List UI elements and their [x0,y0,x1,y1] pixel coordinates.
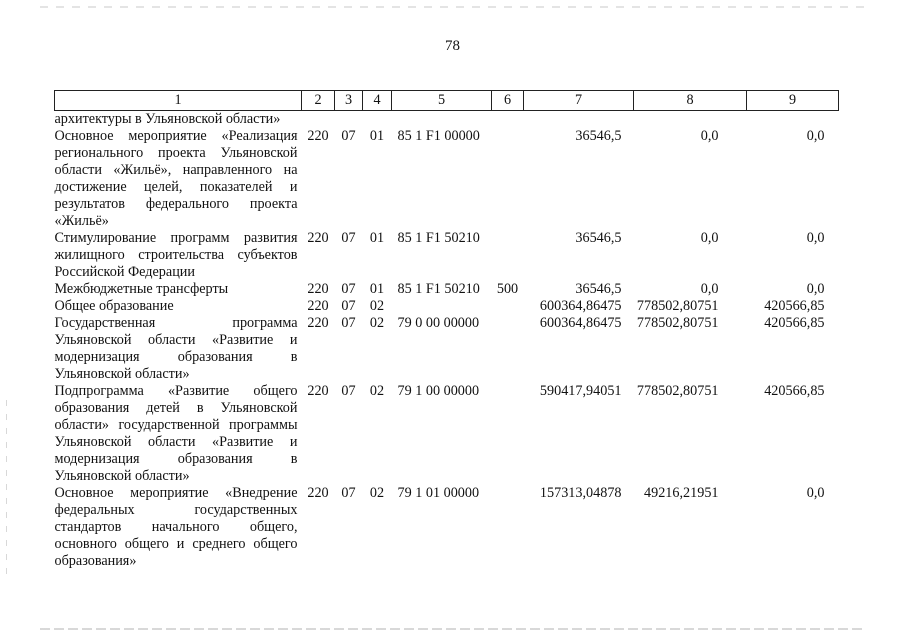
cell-c3: 07 [341,281,356,297]
column-header: 3 [335,91,363,111]
cell-c7: 36546,5 [575,281,622,297]
cell-c2: 220 [307,230,329,246]
cell-c8 [634,111,747,129]
cell-c7: 36546,5 [575,230,622,246]
column-number-row [55,91,839,111]
cell-c8: 0,0 [700,230,719,246]
cell-c9: 420566,85 [764,383,825,399]
cell-c7 [524,111,634,129]
cell-c2: 220 [307,298,329,314]
cell-c7: 600364,86475 [539,298,622,314]
cell-c4: 01 [369,281,385,297]
column-header: 2 [302,91,335,111]
cell-c9: 420566,85 [764,298,825,314]
cell-c3: 07 [341,230,356,246]
cell-c5: 79 1 01 00000 [397,485,480,501]
cell-c2: 220 [307,315,329,331]
cell-c5: 85 1 F1 50210 [397,281,480,297]
table-row [55,315,839,383]
cell-c2: 220 [307,128,329,144]
cell-c3: 07 [341,315,356,331]
row-name: Межбюджетные трансферты [54,281,229,297]
cell-c8: 49216,21951 [644,485,719,501]
budget-table [54,90,839,570]
table-row [55,128,839,230]
table-row [55,298,839,315]
column-header: 6 [492,91,524,111]
cell-c8: 0,0 [700,281,719,297]
cell-c3: 07 [341,485,356,501]
cell-c5 [392,111,492,129]
row-name: Общее образование [54,298,174,314]
cell-c2: 220 [307,281,329,297]
cell-c7: 590417,94051 [539,383,622,399]
table-row [55,383,839,485]
cell-c9: 420566,85 [764,315,825,331]
cell-c6 [492,315,524,383]
row-name: Подпрограмма «Развитие общего образования детей в Ульяновской области» государственной программы Ульяновской области «Развитие и модернизация образования в Ульяновской области» [54,383,298,484]
cell-c6 [492,128,524,230]
column-header: 7 [524,91,634,111]
cell-c4 [363,111,392,129]
cell-c8: 778502,80751 [636,383,719,399]
scan-edge-top [40,6,865,8]
cell-c9: 0,0 [806,281,825,297]
cell-c5: 79 0 00 00000 [397,315,480,331]
cell-c4: 02 [369,315,385,331]
cell-c3: 07 [341,383,356,399]
cell-c3: 07 [341,128,356,144]
column-header: 1 [55,91,302,111]
cell-c6 [492,485,524,570]
cell-c6 [492,383,524,485]
scan-edge-left [6,400,7,580]
row-name: архитектуры в Ульяновской области» [54,111,281,127]
row-name: Стимулирование программ развития жилищного строительства субъектов Российской Федерации [54,230,298,280]
scan-edge-bottom [40,628,865,630]
cell-c6 [492,298,524,315]
cell-c9: 0,0 [806,485,825,501]
cell-c8: 778502,80751 [636,298,719,314]
cell-c9: 0,0 [806,128,825,144]
cell-c5: 79 1 00 00000 [397,383,480,399]
cell-c4: 02 [369,383,385,399]
cell-c2: 220 [307,383,329,399]
column-header: 8 [634,91,747,111]
cell-c5: 85 1 F1 00000 [397,128,480,144]
column-header: 9 [747,91,839,111]
row-name: Основное мероприятие «Реализация регионального проекта Ульяновской области «Жильё», направленного на достижение целей, показателей и результатов федерального проекта «Жильё» [54,128,298,229]
cell-c3: 07 [341,298,356,314]
cell-c9 [747,111,839,129]
cell-c5: 85 1 F1 50210 [397,230,480,246]
cell-c2 [302,111,335,129]
cell-c8: 0,0 [700,128,719,144]
cell-c4: 02 [369,485,385,501]
cell-c4: 01 [369,230,385,246]
table-row [55,111,839,129]
cell-c7: 600364,86475 [539,315,622,331]
cell-c9: 0,0 [806,230,825,246]
row-name: Государственная программа Ульяновской области «Развитие и модернизация образования в Ульяновской области» [54,315,298,382]
cell-c5 [392,298,492,315]
cell-c6 [492,230,524,281]
table-row [55,281,839,298]
cell-c3 [335,111,363,129]
cell-c6 [492,111,524,129]
cell-c6: 500 [496,281,519,297]
row-name: Основное мероприятие «Внедрение федеральных государственных стандартов начального общего, основного общего и среднего общего образования» [54,485,298,569]
table-row [55,230,839,281]
cell-c7: 157313,04878 [539,485,622,501]
cell-c8: 778502,80751 [636,315,719,331]
column-header: 5 [392,91,492,111]
cell-c7: 36546,5 [575,128,622,144]
table-row [55,485,839,570]
column-header: 4 [363,91,392,111]
cell-c4: 02 [369,298,385,314]
cell-c4: 01 [369,128,385,144]
cell-c2: 220 [307,485,329,501]
page-number: 78 [445,38,460,54]
